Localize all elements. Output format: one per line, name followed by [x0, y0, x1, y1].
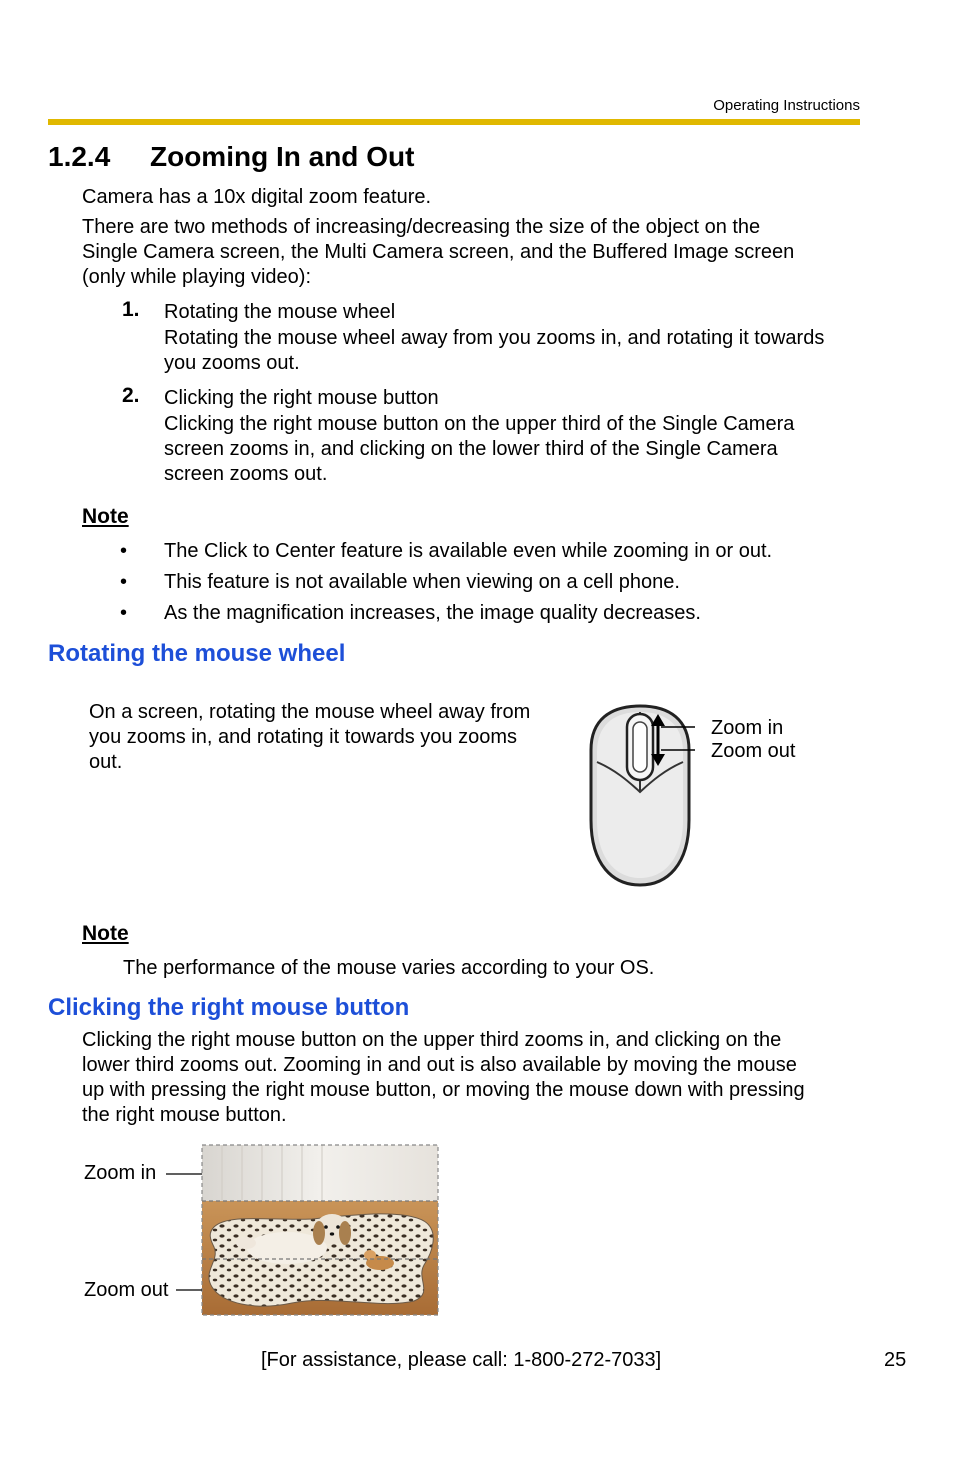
step-1	[164, 300, 824, 376]
rotating-line: out.	[89, 751, 123, 773]
rotating-paragraph	[89, 700, 530, 775]
step-2-line: screen zooms in, and clicking on the lower third of the Single Camera	[164, 438, 778, 460]
section-title	[48, 141, 414, 173]
step-1-line: you zooms out.	[164, 352, 300, 374]
clicking-heading: Clicking the right mouse button	[48, 994, 410, 1021]
intro-line: There are two methods of increasing/decreasing the size of the object on the	[82, 216, 761, 238]
dog-eye	[324, 1225, 328, 1229]
step-2-number: 2.	[122, 384, 140, 407]
step-2-line: screen zooms out.	[164, 463, 328, 485]
rotating-line: On a screen, rotating the mouse wheel away from	[89, 701, 531, 723]
mouse-zoom-in-label: Zoom in	[711, 717, 784, 739]
footer-assistance: [For assistance, please call: 1-800-272-7033]	[261, 1349, 662, 1371]
dog-ear	[313, 1221, 325, 1245]
dog-tail	[236, 1237, 256, 1249]
dog-nose	[330, 1232, 334, 1235]
clicking-line: lower third zooms out. Zooming in and out is also available by moving the mouse	[82, 1054, 797, 1076]
intro-paragraph-2	[82, 215, 794, 290]
section-number: 1.2.4	[48, 141, 111, 172]
step-2-line: Clicking the right mouse button on the upper third of the Single Camera	[164, 413, 795, 435]
step-1-number: 1.	[122, 298, 140, 321]
mouse-wheel-inner	[633, 722, 647, 772]
page-number: 25	[884, 1349, 907, 1371]
camera-screen-illustration	[162, 1143, 442, 1318]
step-1-line: Rotating the mouse wheel away from you zooms in, and rotating it towards	[164, 327, 825, 349]
screen-zoom-out-label: Zoom out	[84, 1279, 169, 1301]
rotating-line: you zooms in, and rotating it towards you zooms	[89, 726, 517, 748]
step-2-title: Clicking the right mouse button	[164, 387, 439, 409]
note-1-bullet: •	[120, 602, 128, 624]
clicking-line: up with pressing the right mouse button, or moving the mouse down with pressing	[82, 1079, 805, 1101]
note-1-bullet-text: The Click to Center feature is available even while zooming in or out.	[164, 540, 773, 562]
mouse-zoom-out-label: Zoom out	[711, 740, 796, 762]
intro-line: (only while playing video):	[82, 266, 312, 288]
note-1-bullet-text: As the magnification increases, the image quality decreases.	[164, 602, 701, 624]
dog-photo	[202, 1145, 438, 1315]
clicking-line: the right mouse button.	[82, 1104, 287, 1126]
note-1-heading: Note	[82, 505, 129, 528]
note-1-bullet-text: This feature is not available when viewing on a cell phone.	[164, 571, 680, 593]
screen-zoom-in-label: Zoom in	[84, 1162, 157, 1184]
intro-line: Single Camera screen, the Multi Camera screen, and the Buffered Image screen	[82, 241, 795, 263]
header-label: Operating Instructions	[713, 97, 860, 114]
rotating-heading: Rotating the mouse wheel	[48, 640, 346, 667]
intro-paragraph-1: Camera has a 10x digital zoom feature.	[82, 186, 432, 208]
mouse-illustration	[585, 700, 695, 890]
step-1-title: Rotating the mouse wheel	[164, 301, 396, 323]
dog-eye	[336, 1225, 340, 1229]
note-1-bullet: •	[120, 540, 128, 562]
header-rule	[48, 119, 860, 125]
section-title-text: Zooming In and Out	[150, 141, 415, 172]
clicking-line: Clicking the right mouse button on the upper third zooms in, and clicking on the	[82, 1029, 782, 1051]
dog-ear	[339, 1221, 351, 1245]
note-1-bullet: •	[120, 571, 128, 593]
note-2-heading: Note	[82, 922, 129, 945]
note-2-text: The performance of the mouse varies according to your OS.	[123, 957, 655, 979]
clicking-paragraph	[82, 1028, 805, 1128]
step-2	[164, 386, 794, 487]
